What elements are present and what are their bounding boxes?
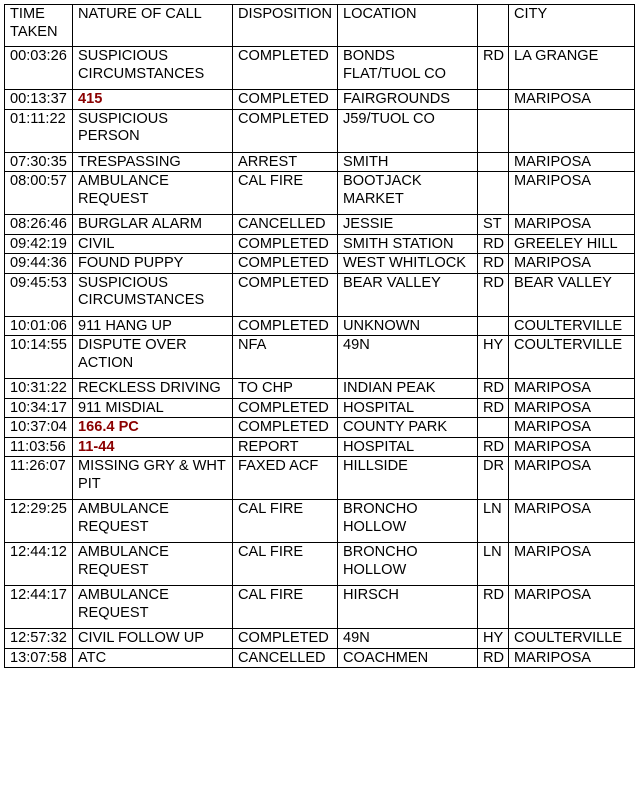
cell-disposition: TO CHP (233, 379, 338, 399)
cell-city: MARIPOSA (509, 418, 635, 438)
cell-location: HIRSCH (338, 586, 478, 629)
table-row (5, 543, 635, 586)
cell-time: 10:37:04 (5, 418, 73, 438)
table-row (5, 109, 635, 152)
cell-disposition: COMPLETED (233, 234, 338, 254)
cell-city: MARIPOSA (509, 586, 635, 629)
cell-city: LA GRANGE (509, 47, 635, 90)
cell-suffix: DR (478, 457, 509, 500)
table-row (5, 172, 635, 215)
cell-nature: AMBULANCE REQUEST (73, 172, 233, 215)
cell-location: BEAR VALLEY (338, 273, 478, 316)
cell-suffix (478, 172, 509, 215)
table-row (5, 47, 635, 90)
cell-location: 49N (338, 336, 478, 379)
cell-nature: SUSPICIOUS PERSON (73, 109, 233, 152)
cell-location: HILLSIDE (338, 457, 478, 500)
cell-nature: SUSPICIOUS CIRCUMSTANCES (73, 273, 233, 316)
cell-location: COACHMEN (338, 648, 478, 668)
cell-time: 09:42:19 (5, 234, 73, 254)
cell-suffix: RD (478, 379, 509, 399)
cell-suffix: HY (478, 629, 509, 649)
cell-disposition: COMPLETED (233, 254, 338, 274)
cell-suffix: RD (478, 47, 509, 90)
cell-time: 10:01:06 (5, 316, 73, 336)
cell-disposition: COMPLETED (233, 90, 338, 110)
cell-disposition: CAL FIRE (233, 172, 338, 215)
cell-time: 07:30:35 (5, 152, 73, 172)
cell-disposition: CANCELLED (233, 648, 338, 668)
header-row (5, 5, 635, 47)
table-row (5, 215, 635, 235)
header-disposition: DISPOSITION (233, 5, 338, 47)
cell-city: COULTERVILLE (509, 629, 635, 649)
cell-time: 08:00:57 (5, 172, 73, 215)
cell-disposition: CAL FIRE (233, 543, 338, 586)
table-row (5, 234, 635, 254)
cell-suffix: HY (478, 336, 509, 379)
cell-nature: 415 (73, 90, 233, 110)
cell-location: J59/TUOL CO (338, 109, 478, 152)
cell-city: MARIPOSA (509, 379, 635, 399)
cell-disposition: COMPLETED (233, 629, 338, 649)
cell-time: 08:26:46 (5, 215, 73, 235)
cell-time: 12:29:25 (5, 500, 73, 543)
cell-disposition: CAL FIRE (233, 500, 338, 543)
cell-time: 10:31:22 (5, 379, 73, 399)
cell-nature: AMBULANCE REQUEST (73, 543, 233, 586)
header-city: CITY (509, 5, 635, 47)
cell-nature: RECKLESS DRIVING (73, 379, 233, 399)
header-nature-of-call: NATURE OF CALL (73, 5, 233, 47)
cell-nature: 166.4 PC (73, 418, 233, 438)
cell-disposition: COMPLETED (233, 273, 338, 316)
table-row (5, 586, 635, 629)
cell-nature: DISPUTE OVER ACTION (73, 336, 233, 379)
cell-suffix (478, 152, 509, 172)
cell-suffix: RD (478, 234, 509, 254)
cell-time: 13:07:58 (5, 648, 73, 668)
cell-nature: ATC (73, 648, 233, 668)
cell-city: MARIPOSA (509, 90, 635, 110)
table-row (5, 437, 635, 457)
cell-time: 09:45:53 (5, 273, 73, 316)
table-row (5, 648, 635, 668)
cell-location: BONDS FLAT/TUOL CO (338, 47, 478, 90)
cell-suffix: RD (478, 648, 509, 668)
table-row (5, 379, 635, 399)
cell-location: BRONCHO HOLLOW (338, 543, 478, 586)
cell-suffix: RD (478, 437, 509, 457)
cell-nature: 911 MISDIAL (73, 398, 233, 418)
cell-location: BRONCHO HOLLOW (338, 500, 478, 543)
table-row (5, 273, 635, 316)
cell-time: 10:14:55 (5, 336, 73, 379)
cell-time: 00:13:37 (5, 90, 73, 110)
cell-suffix: RD (478, 398, 509, 418)
cell-nature: FOUND PUPPY (73, 254, 233, 274)
cell-suffix (478, 109, 509, 152)
cell-city: BEAR VALLEY (509, 273, 635, 316)
cell-location: HOSPITAL (338, 437, 478, 457)
cell-disposition: CANCELLED (233, 215, 338, 235)
cell-city: MARIPOSA (509, 648, 635, 668)
cell-nature: BURGLAR ALARM (73, 215, 233, 235)
cell-city: MARIPOSA (509, 398, 635, 418)
cell-time: 12:57:32 (5, 629, 73, 649)
header-time-taken: TIME TAKEN (5, 5, 73, 47)
cell-city: GREELEY HILL (509, 234, 635, 254)
cell-disposition: COMPLETED (233, 109, 338, 152)
cell-suffix: RD (478, 586, 509, 629)
cell-city: MARIPOSA (509, 500, 635, 543)
cell-nature: CIVIL (73, 234, 233, 254)
cell-time: 01:11:22 (5, 109, 73, 152)
cell-location: JESSIE (338, 215, 478, 235)
cell-city: MARIPOSA (509, 437, 635, 457)
table-row (5, 398, 635, 418)
cell-city (509, 109, 635, 152)
cell-nature: SUSPICIOUS CIRCUMSTANCES (73, 47, 233, 90)
cell-location: SMITH (338, 152, 478, 172)
cell-city: MARIPOSA (509, 215, 635, 235)
cell-disposition: ARREST (233, 152, 338, 172)
cell-location: 49N (338, 629, 478, 649)
cell-nature: 911 HANG UP (73, 316, 233, 336)
cell-location: HOSPITAL (338, 398, 478, 418)
cell-time: 11:26:07 (5, 457, 73, 500)
cell-suffix: RD (478, 273, 509, 316)
table-row (5, 152, 635, 172)
cell-nature: 11-44 (73, 437, 233, 457)
cell-suffix (478, 90, 509, 110)
cell-city: MARIPOSA (509, 152, 635, 172)
cell-time: 11:03:56 (5, 437, 73, 457)
cell-location: UNKNOWN (338, 316, 478, 336)
cell-disposition: COMPLETED (233, 47, 338, 90)
cell-city: MARIPOSA (509, 457, 635, 500)
cell-disposition: REPORT (233, 437, 338, 457)
cell-location: FAIRGROUNDS (338, 90, 478, 110)
cell-nature: MISSING GRY & WHT PIT (73, 457, 233, 500)
table-row (5, 418, 635, 438)
cell-suffix: ST (478, 215, 509, 235)
cell-city: COULTERVILLE (509, 336, 635, 379)
cell-nature: AMBULANCE REQUEST (73, 500, 233, 543)
cell-time: 00:03:26 (5, 47, 73, 90)
cell-disposition: COMPLETED (233, 398, 338, 418)
cell-time: 09:44:36 (5, 254, 73, 274)
cell-suffix (478, 418, 509, 438)
cell-disposition: CAL FIRE (233, 586, 338, 629)
cell-disposition: NFA (233, 336, 338, 379)
cell-disposition: COMPLETED (233, 418, 338, 438)
cell-city: MARIPOSA (509, 543, 635, 586)
cell-suffix: LN (478, 543, 509, 586)
cell-suffix: RD (478, 254, 509, 274)
table-row (5, 500, 635, 543)
cell-location: INDIAN PEAK (338, 379, 478, 399)
cell-time: 12:44:17 (5, 586, 73, 629)
cell-time: 12:44:12 (5, 543, 73, 586)
cell-city: MARIPOSA (509, 254, 635, 274)
cell-nature: CIVIL FOLLOW UP (73, 629, 233, 649)
cell-location: BOOTJACK MARKET (338, 172, 478, 215)
table-row (5, 457, 635, 500)
cell-city: COULTERVILLE (509, 316, 635, 336)
cell-location: WEST WHITLOCK (338, 254, 478, 274)
call-log-table (4, 4, 635, 668)
table-row (5, 629, 635, 649)
table-row (5, 316, 635, 336)
cell-location: COUNTY PARK (338, 418, 478, 438)
cell-disposition: COMPLETED (233, 316, 338, 336)
cell-suffix: LN (478, 500, 509, 543)
cell-disposition: FAXED ACF (233, 457, 338, 500)
table-row (5, 254, 635, 274)
cell-location: SMITH STATION (338, 234, 478, 254)
table-row (5, 336, 635, 379)
cell-city: MARIPOSA (509, 172, 635, 215)
cell-time: 10:34:17 (5, 398, 73, 418)
cell-nature: TRESPASSING (73, 152, 233, 172)
header-location: LOCATION (338, 5, 478, 47)
table-row (5, 90, 635, 110)
cell-nature: AMBULANCE REQUEST (73, 586, 233, 629)
cell-suffix (478, 316, 509, 336)
header-suffix (478, 5, 509, 47)
